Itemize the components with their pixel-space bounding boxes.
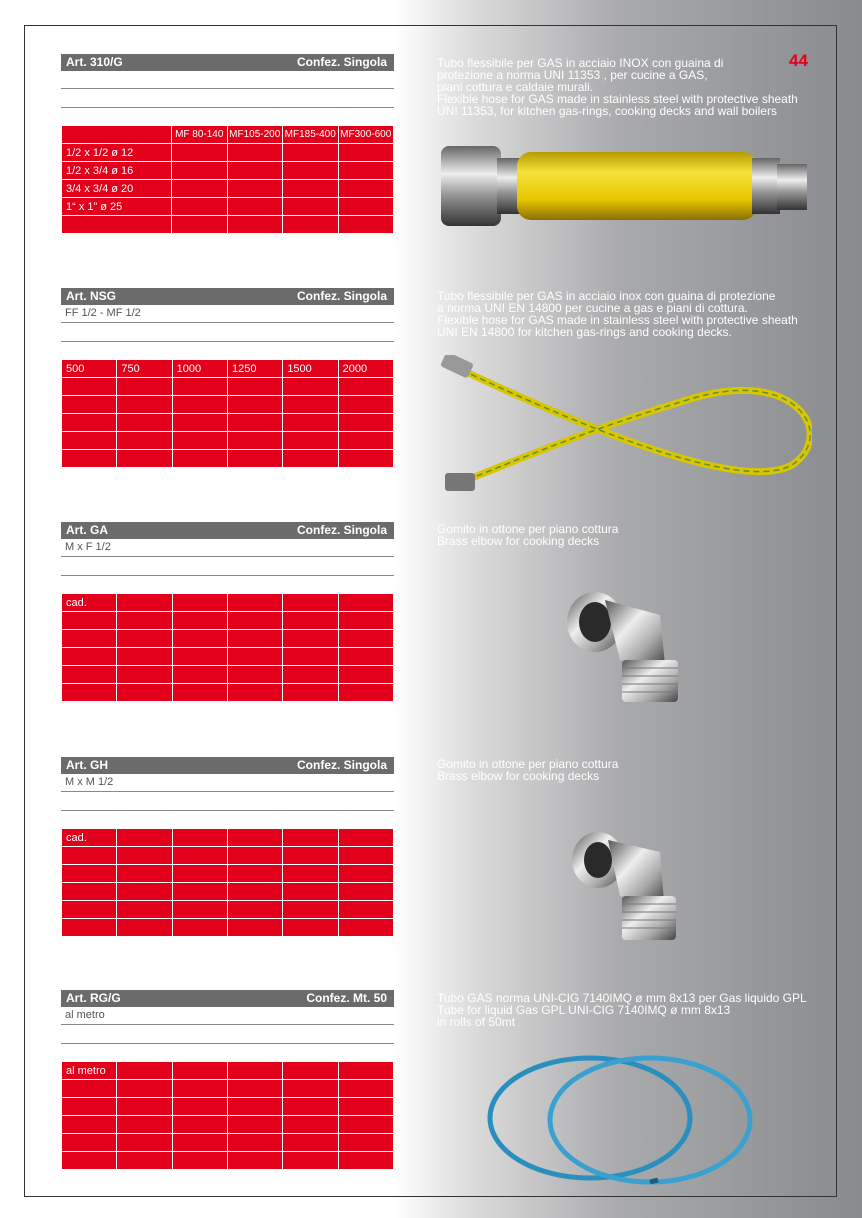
column-header: 500	[62, 360, 117, 378]
table-row	[62, 450, 394, 468]
product-header	[61, 288, 394, 305]
table-row	[62, 414, 394, 432]
product-section-gh	[61, 757, 394, 937]
packaging-label: Confez. Singola	[297, 289, 387, 303]
product-header	[61, 54, 394, 71]
desc-line: Tubo flessibile per GAS in acciaio inox con guaina di protezione	[437, 289, 776, 303]
product-section-310g	[61, 54, 394, 234]
table-row	[62, 162, 394, 180]
product-header	[61, 757, 394, 774]
price-table	[61, 593, 394, 702]
gas-tube-coil-image	[480, 1040, 770, 1190]
divider	[61, 557, 394, 576]
article-code: Art. NSG	[66, 289, 117, 303]
table-row	[62, 847, 394, 865]
column-header: al metro	[62, 1062, 117, 1080]
table-row	[62, 144, 394, 162]
table-row	[62, 198, 394, 216]
table-row	[62, 396, 394, 414]
article-code: Art. GH	[66, 758, 108, 772]
column-header: 750	[117, 360, 172, 378]
table-row	[62, 919, 394, 937]
desc-line: Gomito in ottone per piano cottura	[437, 522, 619, 536]
article-code: Art. 310/G	[66, 55, 123, 69]
flexible-hose-loop-image	[437, 355, 812, 505]
desc-line: protezione a norma UNI 11353 , per cucine a GAS,	[437, 68, 708, 82]
packaging-label: Confez. Singola	[297, 55, 387, 69]
table-row	[62, 883, 394, 901]
column-header: MF300-600	[338, 126, 394, 144]
table-row	[62, 630, 394, 648]
product-description	[437, 523, 618, 547]
table-row	[62, 684, 394, 702]
column-header: cad.	[62, 594, 117, 612]
table-row	[62, 901, 394, 919]
table-row	[62, 180, 394, 198]
packaging-label: Confez. Singola	[297, 523, 387, 537]
desc-line: a norma UNI EN 14800 per cucine a gas e piani di cottura.	[437, 301, 748, 315]
column-header: MF185-400	[283, 126, 339, 144]
product-description	[437, 57, 798, 117]
product-section-nsg	[61, 288, 394, 468]
packaging-label: Confez. Mt. 50	[306, 991, 387, 1005]
desc-line: Tube for liquid Gas GPL UNI-CIG 7140IMQ ø mm 8x13	[437, 1003, 731, 1017]
row-label: 1/2 x 1/2 ø 12	[62, 144, 172, 162]
table-row	[62, 612, 394, 630]
column-header: MF 80-140	[172, 126, 228, 144]
flexible-hose-image	[437, 140, 812, 236]
table-row	[62, 216, 394, 234]
desc-line: UNI EN 14800 for kitchen gas-rings and cooking decks.	[437, 325, 732, 339]
desc-line: Flexible hose for GAS made in stainless steel with protective sheath	[437, 92, 798, 106]
product-variant: M x F 1/2	[61, 539, 394, 557]
table-row	[62, 1098, 394, 1116]
table-row	[62, 1116, 394, 1134]
table-row	[62, 1134, 394, 1152]
price-table	[61, 359, 394, 468]
divider	[61, 792, 394, 811]
desc-line: Flexible hose for GAS made in stainless steel with protective sheath	[437, 313, 798, 327]
desc-line: UNI 11353, for kitchen gas-rings, cooking decks and wall boilers	[437, 104, 777, 118]
brass-elbow-mm-image	[560, 828, 685, 953]
product-variant: FF 1/2 - MF 1/2	[61, 305, 394, 323]
column-header: 1500	[283, 360, 338, 378]
price-table	[61, 828, 394, 937]
product-section-rgg	[61, 990, 394, 1170]
column-header: cad.	[62, 829, 117, 847]
table-row	[62, 648, 394, 666]
table-row	[62, 666, 394, 684]
divider	[61, 1025, 394, 1044]
divider	[61, 323, 394, 342]
column-header: MF105-200	[227, 126, 283, 144]
price-table	[61, 1061, 394, 1170]
divider	[61, 89, 394, 108]
packaging-label: Confez. Singola	[297, 758, 387, 772]
product-description	[437, 290, 798, 338]
column-header: 1250	[227, 360, 282, 378]
row-label: 1“ x 1” ø 25	[62, 198, 172, 216]
product-description	[437, 992, 807, 1028]
table-row	[62, 1152, 394, 1170]
desc-line: Tubo flessibile per GAS in acciaio INOX con guaina di	[437, 56, 724, 70]
product-header	[61, 990, 394, 1007]
table-row	[62, 865, 394, 883]
desc-line: Tubo GAS norma UNI-CIG 7140IMQ ø mm 8x13 per Gas liquido GPL	[437, 991, 807, 1005]
page-number: 44	[789, 51, 808, 70]
desc-line: Brass elbow for cooking decks	[437, 534, 600, 548]
product-variant: al metro	[61, 1007, 394, 1025]
row-label: 1/2 x 3/4 ø 16	[62, 162, 172, 180]
table-row	[62, 1080, 394, 1098]
desc-line: in rolls of 50mt	[437, 1015, 516, 1029]
product-variant: M x M 1/2	[61, 774, 394, 792]
column-header	[62, 126, 172, 144]
row-label: 3/4 x 3/4 ø 20	[62, 180, 172, 198]
column-header: 2000	[338, 360, 393, 378]
desc-line: Gomito in ottone per piano cottura	[437, 757, 619, 771]
product-header	[61, 522, 394, 539]
desc-line: piani cottura e caldaie murali.	[437, 80, 594, 94]
product-variant	[61, 71, 394, 89]
row-label	[62, 216, 172, 234]
product-description	[437, 758, 618, 782]
article-code: Art. RG/G	[66, 991, 121, 1005]
desc-line: Brass elbow for cooking decks	[437, 769, 600, 783]
price-table	[61, 125, 394, 234]
article-code: Art. GA	[66, 523, 108, 537]
table-row	[62, 432, 394, 450]
column-header: 1000	[172, 360, 227, 378]
product-section-ga	[61, 522, 394, 702]
table-row	[62, 378, 394, 396]
brass-elbow-mf-image	[560, 590, 685, 715]
